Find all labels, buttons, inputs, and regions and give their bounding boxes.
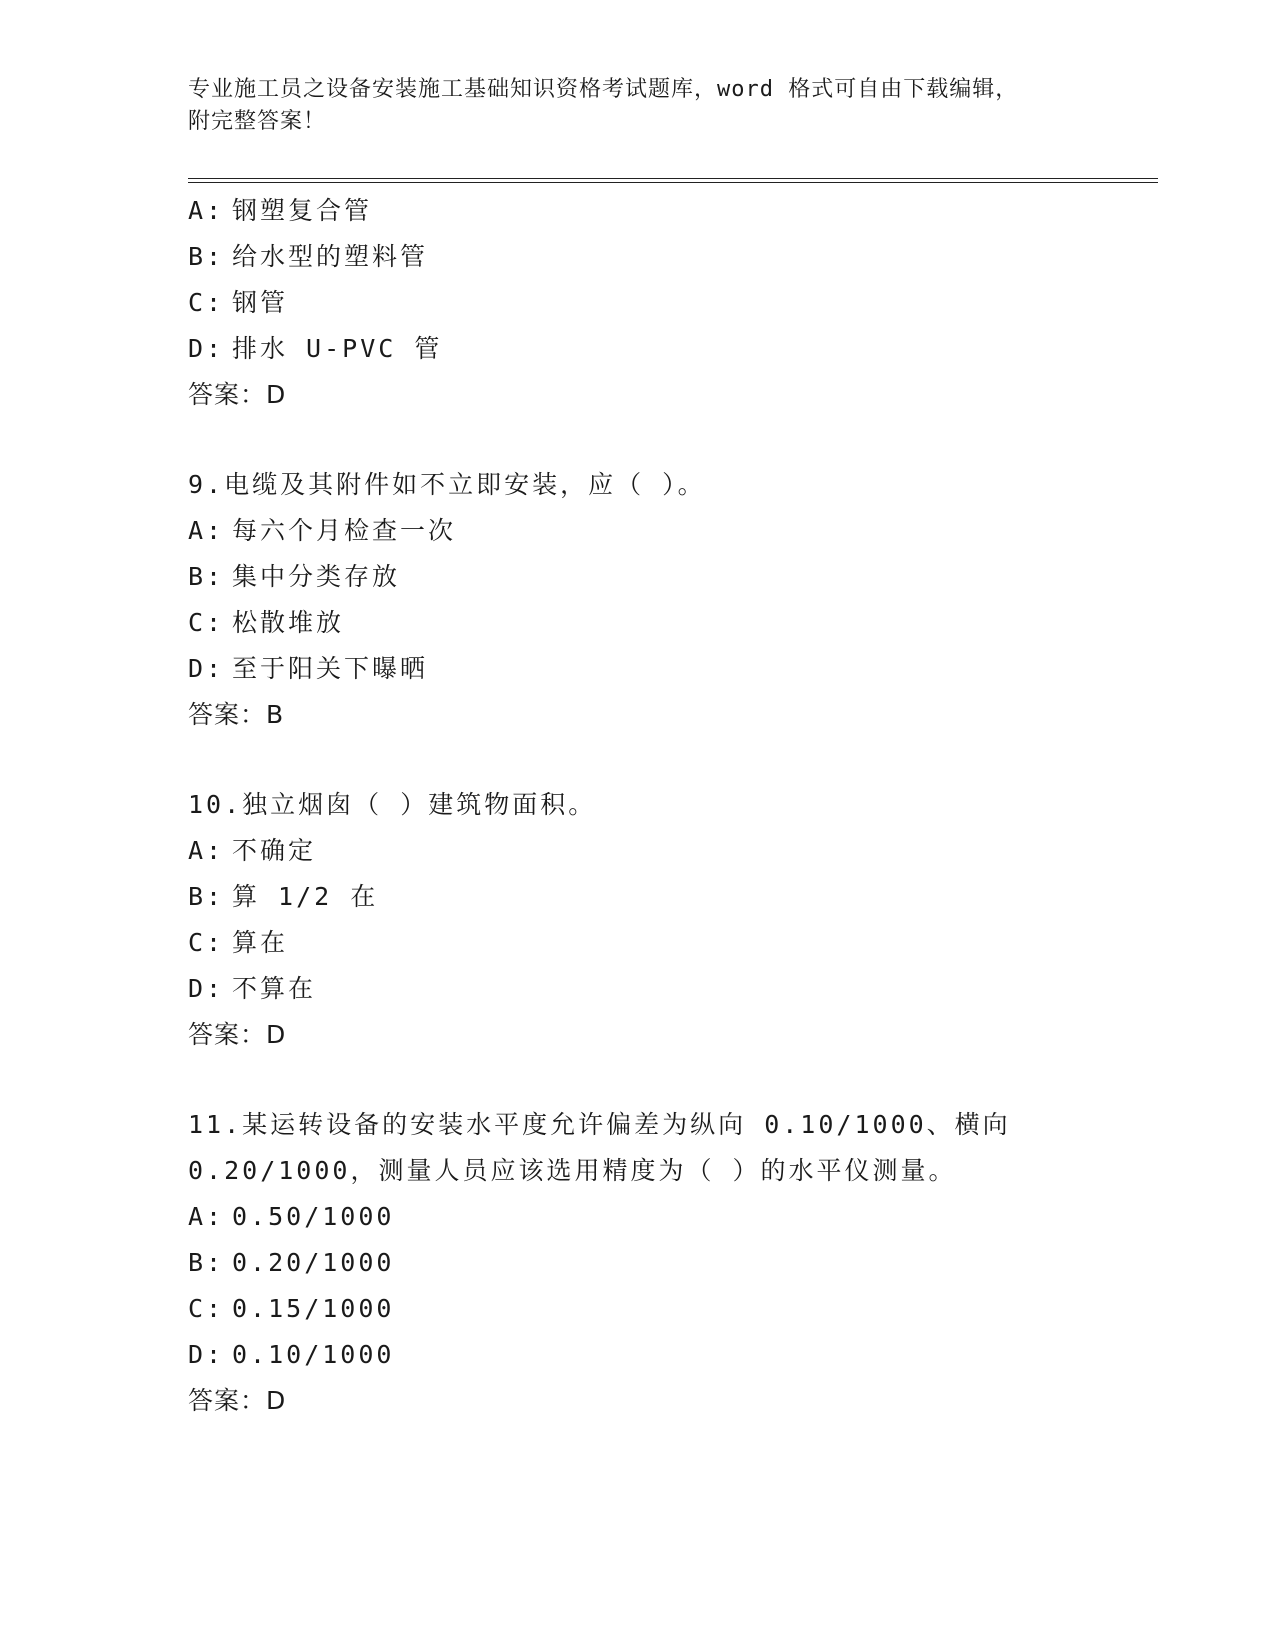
- question-9: [188, 462, 1158, 738]
- option-label: B:: [188, 242, 225, 271]
- option-text: 排水 U-PVC 管: [232, 334, 443, 363]
- option-label: C:: [188, 1294, 225, 1323]
- option-b: [188, 1240, 1158, 1286]
- question-8: [188, 188, 1158, 418]
- question-11: [188, 1102, 1158, 1424]
- option-d: [188, 1332, 1158, 1378]
- option-c: [188, 280, 1158, 326]
- option-a: [188, 828, 1158, 874]
- answer: 答案：D: [188, 1386, 287, 1415]
- option-text: 每六个月检查一次: [232, 516, 457, 545]
- option-b: [188, 554, 1158, 600]
- option-d: [188, 326, 1158, 372]
- spacer: [188, 738, 1158, 782]
- answer: 答案：D: [188, 1020, 287, 1049]
- option-text: 钢管: [232, 288, 289, 317]
- option-c: [188, 600, 1158, 646]
- option-c: [188, 1286, 1158, 1332]
- option-label: B:: [188, 562, 225, 591]
- question-list: [188, 188, 1158, 1424]
- answer: 答案：B: [188, 700, 285, 729]
- spacer: [188, 1058, 1158, 1102]
- option-text: 钢塑复合管: [232, 196, 373, 225]
- option-text: 算 1/2 在: [232, 882, 379, 911]
- option-label: C:: [188, 928, 225, 957]
- option-label: B:: [188, 1248, 225, 1277]
- option-label: D:: [188, 654, 225, 683]
- document-header: [188, 74, 1088, 138]
- option-text: 给水型的塑料管: [232, 242, 429, 271]
- option-text: 集中分类存放: [232, 562, 401, 591]
- option-label: A:: [188, 1202, 225, 1231]
- option-a: [188, 188, 1158, 234]
- question-stem-line-1: 11.某运转设备的安装水平度允许偏差为纵向 0.10/1000、横向: [188, 1110, 1011, 1139]
- option-text: 至于阳关下曝晒: [232, 654, 429, 683]
- option-text: 不算在: [232, 974, 317, 1003]
- question-stem: 9.电缆及其附件如不立即安装，应（ ）。: [188, 470, 706, 499]
- question-10: [188, 782, 1158, 1058]
- option-b: [188, 234, 1158, 280]
- option-label: A:: [188, 836, 225, 865]
- option-label: D:: [188, 1340, 225, 1369]
- option-label: B:: [188, 882, 225, 911]
- header-line-1: 专业施工员之设备安装施工基础知识资格考试题库，word 格式可自由下载编辑，: [188, 77, 1019, 102]
- option-text: 松散堆放: [232, 608, 345, 637]
- option-text: 算在: [232, 928, 289, 957]
- option-d: [188, 646, 1158, 692]
- option-label: D:: [188, 974, 225, 1003]
- option-text: 不确定: [232, 836, 317, 865]
- header-line-2: 附完整答案！: [188, 109, 327, 134]
- spacer: [188, 418, 1158, 462]
- option-label: C:: [188, 608, 225, 637]
- option-a: [188, 1194, 1158, 1240]
- option-label: D:: [188, 334, 225, 363]
- question-stem-line-2: 0.20/1000，测量人员应该选用精度为（ ）的水平仪测量。: [188, 1156, 957, 1185]
- option-c: [188, 920, 1158, 966]
- option-label: A:: [188, 516, 225, 545]
- answer: 答案：D: [188, 380, 287, 409]
- option-label: A:: [188, 196, 225, 225]
- option-text: 0.50/1000: [232, 1202, 395, 1231]
- option-text: 0.20/1000: [232, 1248, 395, 1277]
- option-label: C:: [188, 288, 225, 317]
- question-stem: 10.独立烟囱（ ）建筑物面积。: [188, 790, 597, 819]
- option-a: [188, 508, 1158, 554]
- option-text: 0.10/1000: [232, 1340, 395, 1369]
- header-divider: [188, 178, 1158, 183]
- option-text: 0.15/1000: [232, 1294, 395, 1323]
- option-b: [188, 874, 1158, 920]
- option-d: [188, 966, 1158, 1012]
